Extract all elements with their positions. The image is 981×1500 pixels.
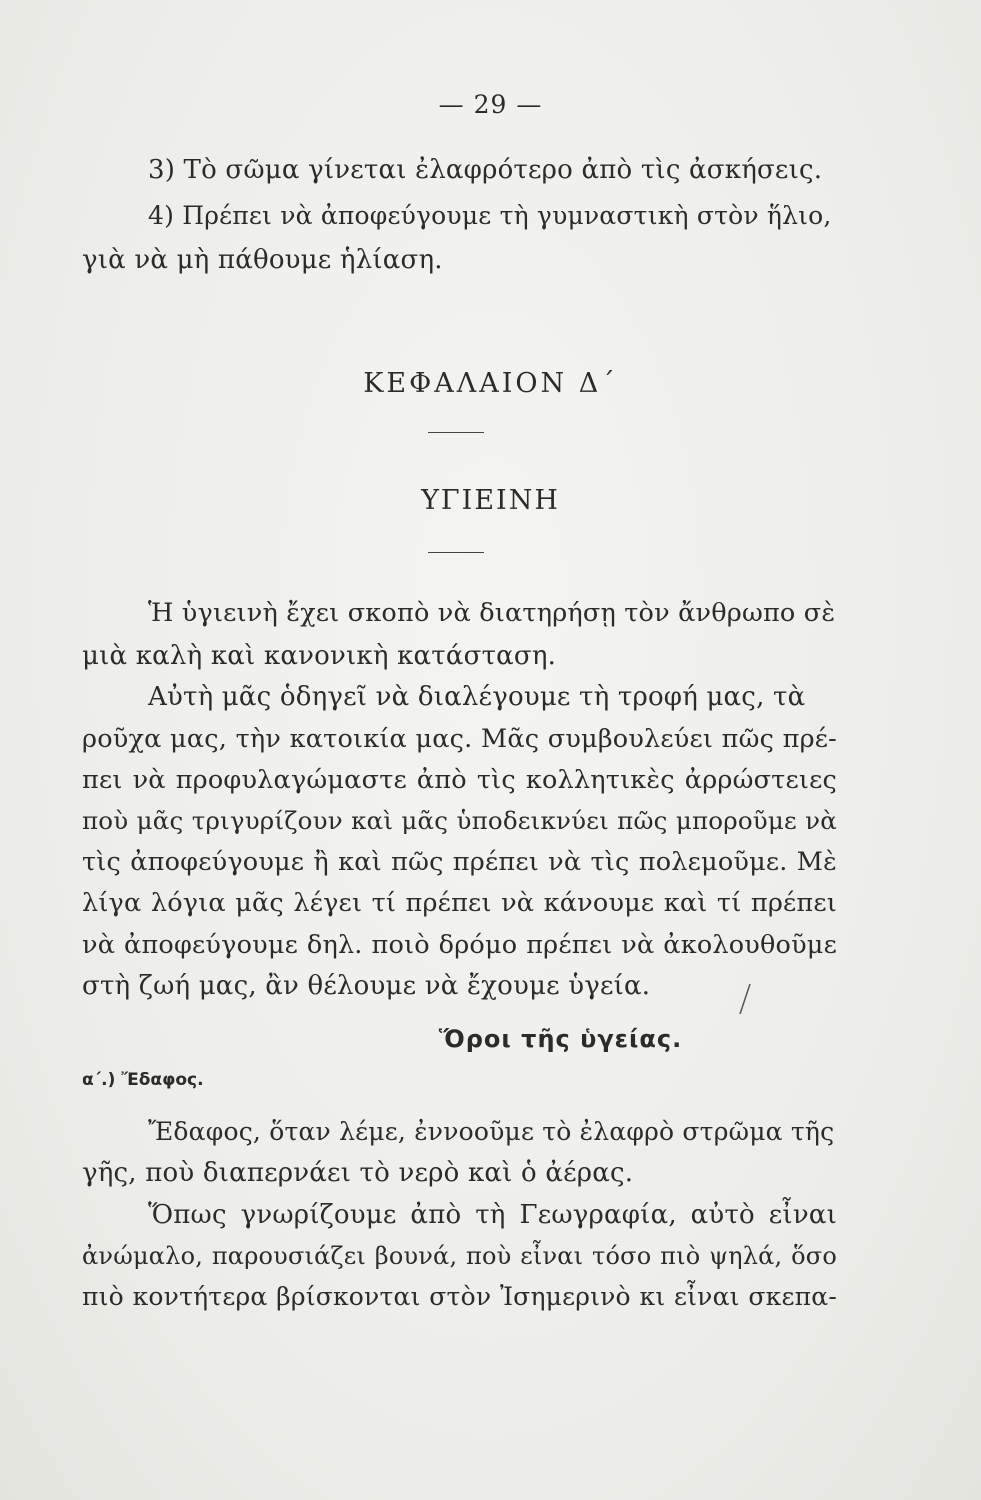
text-line: Αὐτὴ μᾶς ὁδηγεῖ νὰ διαλέγουμε τὴ τροφή μας, τὰ xyxy=(148,682,806,712)
text-line: ποὺ μᾶς τριγυρίζουν καὶ μᾶς ὑποδεικνύει πῶς μποροῦμε νὰ xyxy=(82,806,837,835)
text-line: Ἔδαφος, ὅταν λέμε, ἐννοοῦμε τὸ ἐλαφρὸ στρῶμα τῆς xyxy=(148,1117,835,1146)
text-line: Ἡ ὑγιεινὴ ἔχει σκοπὸ νὰ διατηρήσῃ τὸν ἄνθρωπο σὲ xyxy=(148,598,836,628)
text-line: 4) Πρέπει νὰ ἀποφεύγουμε τὴ γυμναστικὴ στὸν ἥλιο, xyxy=(148,201,832,230)
pencil-mark-icon xyxy=(738,982,752,1016)
divider xyxy=(428,432,484,433)
text-line: λίγα λόγια μᾶς λέγει τί πρέπει νὰ κάνουμε καὶ τί πρέπει xyxy=(82,888,837,918)
divider xyxy=(428,552,484,553)
page-number: — 29 — xyxy=(438,90,543,119)
text-line: ροῦχα μας, τὴν κατοικία μας. Μᾶς συμβουλεύει πῶς πρέ- xyxy=(82,724,837,754)
text-line: στὴ ζωή μας, ἂν θέλουμε νὰ ἔχουμε ὑγεία. xyxy=(82,971,651,1001)
text-line: νὰ ἀποφεύγουμε δηλ. ποιὸ δρόμο πρέπει νὰ ἀκολουθοῦμε xyxy=(82,930,837,960)
text-line: τὶς ἀποφεύγουμε ἢ καὶ πῶς πρέπει νὰ τὶς πολεμοῦμε. Μὲ xyxy=(82,847,837,877)
text-line: Ὅπως γνωρίζουμε ἀπὸ τὴ Γεωγραφία, αὐτὸ εἶναι xyxy=(148,1200,837,1230)
text-line: γιὰ νὰ μὴ πάθουμε ἡλίαση. xyxy=(82,245,443,275)
text-line: μιὰ καλὴ καὶ κανονικὴ κατάσταση. xyxy=(82,641,557,671)
text-line: ἀνώμαλο, παρουσιάζει βουνά, ποὺ εἶναι τόσο πιὸ ψηλά, ὅσο xyxy=(82,1242,837,1270)
text-line: γῆς, ποὺ διαπερνάει τὸ νερὸ καὶ ὁ ἀέρας. xyxy=(82,1158,634,1188)
chapter-title: ΚΕΦΑΛΑΙΟΝ Δ΄ xyxy=(363,368,618,399)
text-line: πιὸ κοντήτερα βρίσκονται στὸν Ἰσημερινὸ κι εἶναι σκεπα- xyxy=(82,1282,837,1311)
text-line: πει νὰ προφυλαγώμαστε ἀπὸ τὶς κολλητικὲς ἀρρώστειες xyxy=(82,765,837,795)
text-line: 3) Τὸ σῶμα γίνεται ἐλαφρότερο ἀπὸ τὶς ἀσκήσεις. xyxy=(148,155,823,185)
section-title: ΥΓΙΕΙΝΗ xyxy=(421,485,560,516)
side-label: α΄.) Ἔδαφος. xyxy=(82,1070,204,1090)
subheading: Ὅροι τῆς ὑγείας. xyxy=(438,1025,683,1053)
